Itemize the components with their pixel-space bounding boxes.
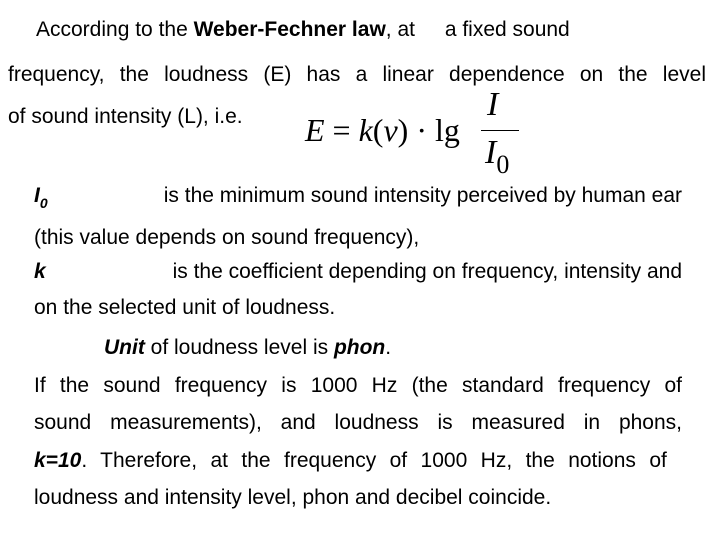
formula-k: k bbox=[358, 112, 373, 148]
formula-nu: ν bbox=[383, 112, 398, 148]
formula-fraction-bar bbox=[481, 130, 519, 131]
intro-line-1 bbox=[36, 17, 706, 43]
paragraph2-line-2: sound measurements), and loudness is measured in phons, bbox=[34, 411, 682, 434]
law-name: Weber-Fechner law bbox=[193, 18, 386, 41]
i0-symbol-wrap bbox=[34, 183, 48, 210]
intro-text-post: , at bbox=[385, 18, 415, 41]
definition-i0-line bbox=[34, 183, 682, 210]
formula-open-paren: ( bbox=[372, 112, 384, 148]
definition-k-line bbox=[34, 259, 682, 285]
paragraph2-line-3-rest: . Therefore, at the frequency of 1000 Hz, the notions of bbox=[81, 449, 667, 472]
definition-i0-continuation: (this value depends on sound frequency), bbox=[34, 226, 420, 249]
k-symbol: k bbox=[34, 260, 46, 283]
unit-mid-text: of loudness level is bbox=[150, 336, 329, 359]
phon-word: phon bbox=[333, 336, 386, 359]
weber-fechner-formula bbox=[305, 86, 525, 179]
unit-word: Unit bbox=[104, 336, 145, 359]
k-value: k=10 bbox=[34, 449, 82, 472]
formula-numerator: I bbox=[487, 86, 499, 123]
formula-dot: · bbox=[416, 112, 427, 148]
intro-line-2: frequency, the loudness (E) has a linear dependence on the level bbox=[8, 63, 706, 86]
unit-end: . bbox=[385, 336, 392, 359]
intro-text-tail: a fixed sound bbox=[444, 18, 570, 41]
formula-e: E bbox=[305, 112, 325, 148]
paragraph2-line-3 bbox=[34, 448, 667, 474]
paragraph2-line-4: loudness and intensity level, phon and decibel coincide. bbox=[34, 486, 552, 509]
intro-line-3: of sound intensity (L), i.e. bbox=[8, 105, 243, 128]
i0-definition-text: is the minimum sound intensity perceived by human ear bbox=[163, 184, 682, 207]
formula-denominator-i: I bbox=[485, 134, 497, 171]
paragraph2-line-1: If the sound frequency is 1000 Hz (the standard frequency of bbox=[34, 374, 682, 397]
formula-close-paren: ) bbox=[397, 112, 409, 148]
k-definition-text: is the coefficient depending on frequency, intensity and bbox=[172, 260, 682, 283]
formula-lg: lg bbox=[434, 112, 460, 148]
intro-text-pre: According to the bbox=[36, 18, 188, 41]
i0-symbol: I bbox=[34, 184, 40, 207]
formula-equals: = bbox=[332, 112, 351, 148]
unit-line bbox=[104, 335, 391, 361]
formula-denominator-sub: 0 bbox=[496, 150, 510, 179]
i0-subscript: 0 bbox=[39, 195, 48, 211]
formula-lhs bbox=[305, 112, 460, 149]
definition-k-continuation: on the selected unit of loudness. bbox=[34, 296, 336, 319]
formula-denominator bbox=[485, 134, 510, 179]
